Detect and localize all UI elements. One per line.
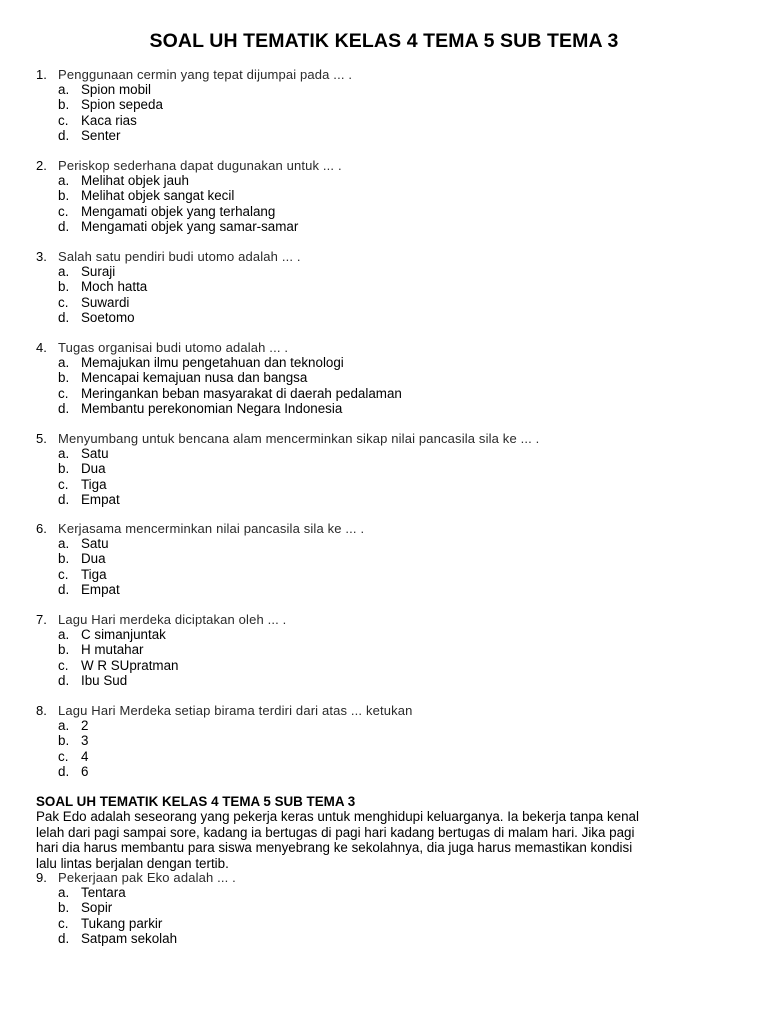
option-letter: d. xyxy=(58,763,70,779)
question-4 xyxy=(36,340,736,416)
option-letter: b. xyxy=(58,97,70,113)
question-text: Lagu Hari Merdeka setiap birama terdiri dari atas ... ketukan xyxy=(58,703,413,718)
option-text: Ibu Sud xyxy=(81,672,128,688)
option-letter: a. xyxy=(58,718,70,734)
option-text: Satu xyxy=(81,446,109,462)
option-text: 4 xyxy=(81,748,89,764)
option-letter: d. xyxy=(58,218,70,234)
option-a xyxy=(36,536,736,551)
option-letter: a. xyxy=(58,173,70,189)
question-number: 7. xyxy=(36,612,47,627)
option-letter: d. xyxy=(58,491,70,507)
option-letter: c. xyxy=(58,566,69,582)
option-a xyxy=(36,264,736,279)
option-c xyxy=(36,567,736,582)
option-text: Dua xyxy=(81,551,106,567)
option-letter: d. xyxy=(58,309,70,325)
question-stem xyxy=(36,431,736,446)
option-letter: b. xyxy=(58,900,70,916)
option-a xyxy=(36,718,736,733)
question-3 xyxy=(36,249,736,325)
option-d xyxy=(36,582,736,597)
question-text: Lagu Hari merdeka diciptakan oleh ... . xyxy=(58,612,287,627)
option-letter: a. xyxy=(58,82,70,98)
question-stem xyxy=(36,521,736,536)
option-a xyxy=(36,627,736,642)
option-letter: d. xyxy=(58,127,70,143)
question-5 xyxy=(36,431,736,507)
option-b xyxy=(36,97,736,112)
option-letter: a. xyxy=(58,536,70,552)
option-text: H mutahar xyxy=(81,642,144,658)
option-text: Mengamati objek yang samar-samar xyxy=(81,218,299,234)
question-number: 9. xyxy=(36,870,47,885)
question-7 xyxy=(36,612,736,688)
question-number: 1. xyxy=(36,67,47,82)
option-b xyxy=(36,642,736,657)
option-text: Spion mobil xyxy=(81,82,151,98)
option-c xyxy=(36,204,736,219)
question-text: Kerjasama mencerminkan nilai pancasila sila ke ... . xyxy=(58,521,365,536)
passage-line: lalu lintas berjalan dengan tertib. xyxy=(36,855,229,871)
option-text: 3 xyxy=(81,733,89,749)
question-text: Penggunaan cermin yang tepat dijumpai pada ... . xyxy=(58,67,353,82)
option-d xyxy=(36,931,736,946)
option-letter: b. xyxy=(58,188,70,204)
question-8 xyxy=(36,703,736,779)
option-b xyxy=(36,551,736,566)
option-d xyxy=(36,310,736,325)
question-text: Periskop sederhana dapat dugunakan untuk ... . xyxy=(58,158,342,173)
option-letter: c. xyxy=(58,657,69,673)
passage-line: Pak Edo adalah seseorang yang pekerja keras untuk menghidupi keluarganya. Ia bekerja tanpa kenal xyxy=(36,809,639,825)
option-letter: c. xyxy=(58,385,69,401)
option-c xyxy=(36,658,736,673)
option-text: Moch hatta xyxy=(81,279,148,295)
option-b xyxy=(36,370,736,385)
option-d xyxy=(36,492,736,507)
option-text: Tiga xyxy=(81,566,107,582)
option-text: Mengamati objek yang terhalang xyxy=(81,203,276,219)
option-letter: a. xyxy=(58,446,70,462)
option-b xyxy=(36,279,736,294)
option-letter: c. xyxy=(58,203,69,219)
question-number: 8. xyxy=(36,703,47,718)
option-a xyxy=(36,355,736,370)
question-stem xyxy=(36,158,736,173)
option-text: Tukang parkir xyxy=(81,915,163,931)
option-letter: c. xyxy=(58,112,69,128)
option-letter: b. xyxy=(58,461,70,477)
option-letter: d. xyxy=(58,581,70,597)
option-d xyxy=(36,401,736,416)
option-text: W R SUpratman xyxy=(81,657,179,673)
option-letter: c. xyxy=(58,476,69,492)
option-a xyxy=(36,82,736,97)
passage-line: lelah dari pagi sampai sore, kadang ia bertugas di pagi hari kadang bertugas di malam hari. Jika pagi xyxy=(36,824,635,840)
option-text: Spion sepeda xyxy=(81,97,163,113)
option-text: Tiga xyxy=(81,476,107,492)
option-letter: b. xyxy=(58,642,70,658)
option-text: Satu xyxy=(81,536,109,552)
question-stem xyxy=(36,249,736,264)
option-letter: c. xyxy=(58,294,69,310)
option-text: C simanjuntak xyxy=(81,627,166,643)
question-text: Tugas organisai budi utomo adalah ... . xyxy=(58,340,289,355)
option-letter: b. xyxy=(58,733,70,749)
option-text: Satpam sekolah xyxy=(81,930,178,946)
option-letter: a. xyxy=(58,355,70,371)
option-letter: d. xyxy=(58,400,70,416)
option-b xyxy=(36,461,736,476)
question-stem xyxy=(36,340,736,355)
option-a xyxy=(36,885,736,900)
option-letter: b. xyxy=(58,551,70,567)
question-number: 5. xyxy=(36,431,47,446)
option-c xyxy=(36,386,736,401)
question-text: Salah satu pendiri budi utomo adalah ... . xyxy=(58,249,301,264)
question-stem xyxy=(36,703,736,718)
option-a xyxy=(36,446,736,461)
option-a xyxy=(36,173,736,188)
option-text: Melihat objek jauh xyxy=(81,173,189,189)
option-text: Memajukan ilmu pengetahuan dan teknologi xyxy=(81,355,344,371)
option-text: Tentara xyxy=(81,885,126,901)
option-letter: d. xyxy=(58,672,70,688)
option-c xyxy=(36,749,736,764)
option-text: Membantu perekonomian Negara Indonesia xyxy=(81,400,343,416)
option-c xyxy=(36,113,736,128)
option-b xyxy=(36,188,736,203)
question-6 xyxy=(36,521,736,597)
section-title: SOAL UH TEMATIK KELAS 4 TEMA 5 SUB TEMA 3 xyxy=(36,794,356,809)
option-letter: c. xyxy=(58,748,69,764)
option-text: Mencapai kemajuan nusa dan bangsa xyxy=(81,370,308,386)
option-letter: d. xyxy=(58,930,70,946)
option-c xyxy=(36,295,736,310)
document-title: SOAL UH TEMATIK KELAS 4 TEMA 5 SUB TEMA 3 xyxy=(149,30,619,52)
option-text: Soetomo xyxy=(81,309,135,325)
option-text: Meringankan beban masyarakat di daerah pedalaman xyxy=(81,385,402,401)
option-text: 2 xyxy=(81,718,89,734)
option-text: Suraji xyxy=(81,264,116,280)
option-letter: a. xyxy=(58,264,70,280)
question-9 xyxy=(36,870,736,946)
option-letter: b. xyxy=(58,279,70,295)
option-text: Empat xyxy=(81,581,120,597)
option-d xyxy=(36,764,736,779)
option-c xyxy=(36,477,736,492)
question-2 xyxy=(36,158,736,234)
passage-line: hari dia harus membantu para siswa menyebrang ke sekolahnya, dia juga harus memastikan kondisi xyxy=(36,840,633,856)
option-b xyxy=(36,733,736,748)
option-text: 6 xyxy=(81,763,89,779)
option-text: Suwardi xyxy=(81,294,130,310)
question-text: Pekerjaan pak Eko adalah ... . xyxy=(58,870,236,885)
option-text: Dua xyxy=(81,461,106,477)
option-letter: a. xyxy=(58,885,70,901)
question-number: 6. xyxy=(36,521,47,536)
question-stem xyxy=(36,870,736,885)
question-number: 3. xyxy=(36,249,47,264)
question-text: Menyumbang untuk bencana alam mencerminkan sikap nilai pancasila sila ke ... . xyxy=(58,431,540,446)
option-text: Senter xyxy=(81,127,121,143)
question-1 xyxy=(36,67,736,143)
option-letter: b. xyxy=(58,370,70,386)
reading-section xyxy=(36,794,736,871)
question-number: 2. xyxy=(36,158,47,173)
question-number: 4. xyxy=(36,340,47,355)
option-text: Kaca rias xyxy=(81,112,137,128)
option-letter: a. xyxy=(58,627,70,643)
option-text: Sopir xyxy=(81,900,113,916)
option-d xyxy=(36,128,736,143)
option-c xyxy=(36,916,736,931)
option-text: Melihat objek sangat kecil xyxy=(81,188,235,204)
option-b xyxy=(36,900,736,915)
option-text: Empat xyxy=(81,491,120,507)
option-letter: c. xyxy=(58,915,69,931)
question-stem xyxy=(36,67,736,82)
option-d xyxy=(36,219,736,234)
option-d xyxy=(36,673,736,688)
question-stem xyxy=(36,612,736,627)
